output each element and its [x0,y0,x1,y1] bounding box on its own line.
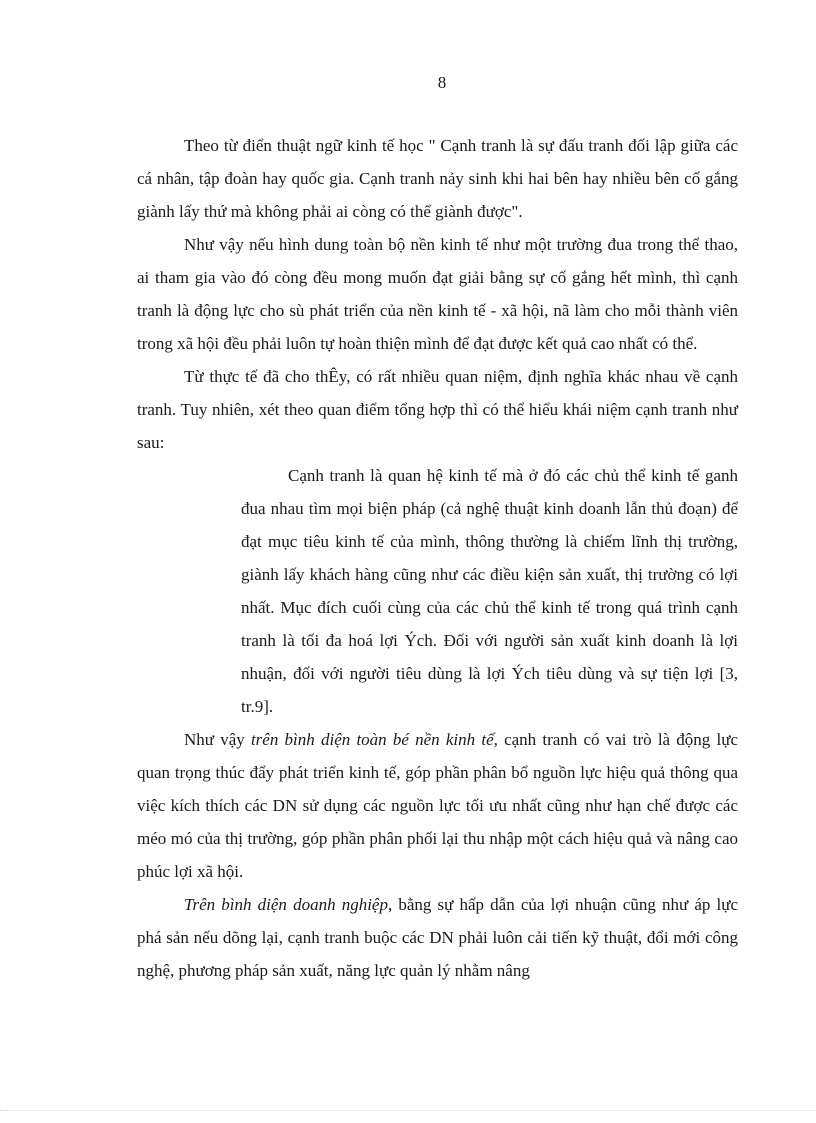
paragraph-enterprise-level [137,888,738,987]
blockquote-definition: Cạnh tranh là quan hệ kinh tế mà ở đó các chủ thể kinh tế ganh đua nhau tìm mọi biện pháp (cả nghệ thuật kinh doanh lẫn thủ đoạn) để đạt mục tiêu kinh tế của mình, thông thường là chiếm lĩnh thị trường, giành lấy khách hàng cũng như các điều kiện sản xuất, thị trường có lợi nhất. Mục đích cuối cùng của các chủ thể kinh tế trong quá trình cạnh tranh là tối đa hoá lợi Ých. Đối với người sản xuất kinh doanh là lợi nhuận, đối với người tiêu dùng là lợi Ých tiêu dùng và sự tiện lợi [3, tr.9]. [241,466,738,716]
emphasis-enterprise-level: Trên bình diện doanh nghiệp [184,895,388,914]
paragraph-definition: Theo từ điển thuật ngữ kinh tế học " Cạnh tranh là sự đấu tranh đối lập giữa các cá nhân, tập đoàn hay quốc gia. Cạnh tranh nảy sinh khi hai bên hay nhiều bên cố gắng giành lấy thứ mà không phải ai còng có thể giành được". [137,136,738,221]
page-bottom-divider [0,1110,816,1111]
paragraph-rest-text: , bằng sự hấp dẫn của lợi nhuận cũng như áp lực phá sản nếu dõng lại, cạnh tranh buộc các DN phải luôn cải tiến kỹ thuật, đổi mới công nghệ, phương pháp sản xuất, năng lực quản lý nhằm nâng [137,895,738,980]
paragraph-rest-text: , cạnh tranh có vai trò là động lực quan trọng thúc đẩy phát triển kinh tế, góp phần phân bổ nguồn lực hiệu quả thông qua việc kích thích các DN sử dụng các nguồn lực tối ưu nhất cũng như hạn chế được các méo mó của thị trường, góp phần phân phối lại thu nhập một cách hiệu quả và nâng cao phúc lợi xã hội. [137,730,738,881]
paragraph-economy-level [137,723,738,888]
paragraph-competition-analogy: Như vậy nếu hình dung toàn bộ nền kinh tế như một trường đua trong thể thao, ai tham gia vào đó còng đều mong muốn đạt giải bằng sự cố gắng hết mình, thì cạnh tranh là động lực cho sù phát triển của nền kinh tế - xã hội, nã làm cho mỗi thành viên trong xã hội đều phải luôn tự hoàn thiện mình để đạt được kết quả cao nhất có thể. [137,235,738,353]
paragraph-lead-text: Như vậy [184,730,251,749]
paragraph-concept-intro: Từ thực tế đã cho thÊy, có rất nhiều quan niệm, định nghĩa khác nhau về cạnh tranh. Tuy nhiên, xét theo quan điểm tổng hợp thì có thể hiểu khái niệm cạnh tranh như sau: [137,367,738,452]
emphasis-economy-level: trên bình diện toàn bé nền kinh tế [250,730,494,749]
document-body [137,129,738,987]
page-number: 8 [437,73,447,92]
